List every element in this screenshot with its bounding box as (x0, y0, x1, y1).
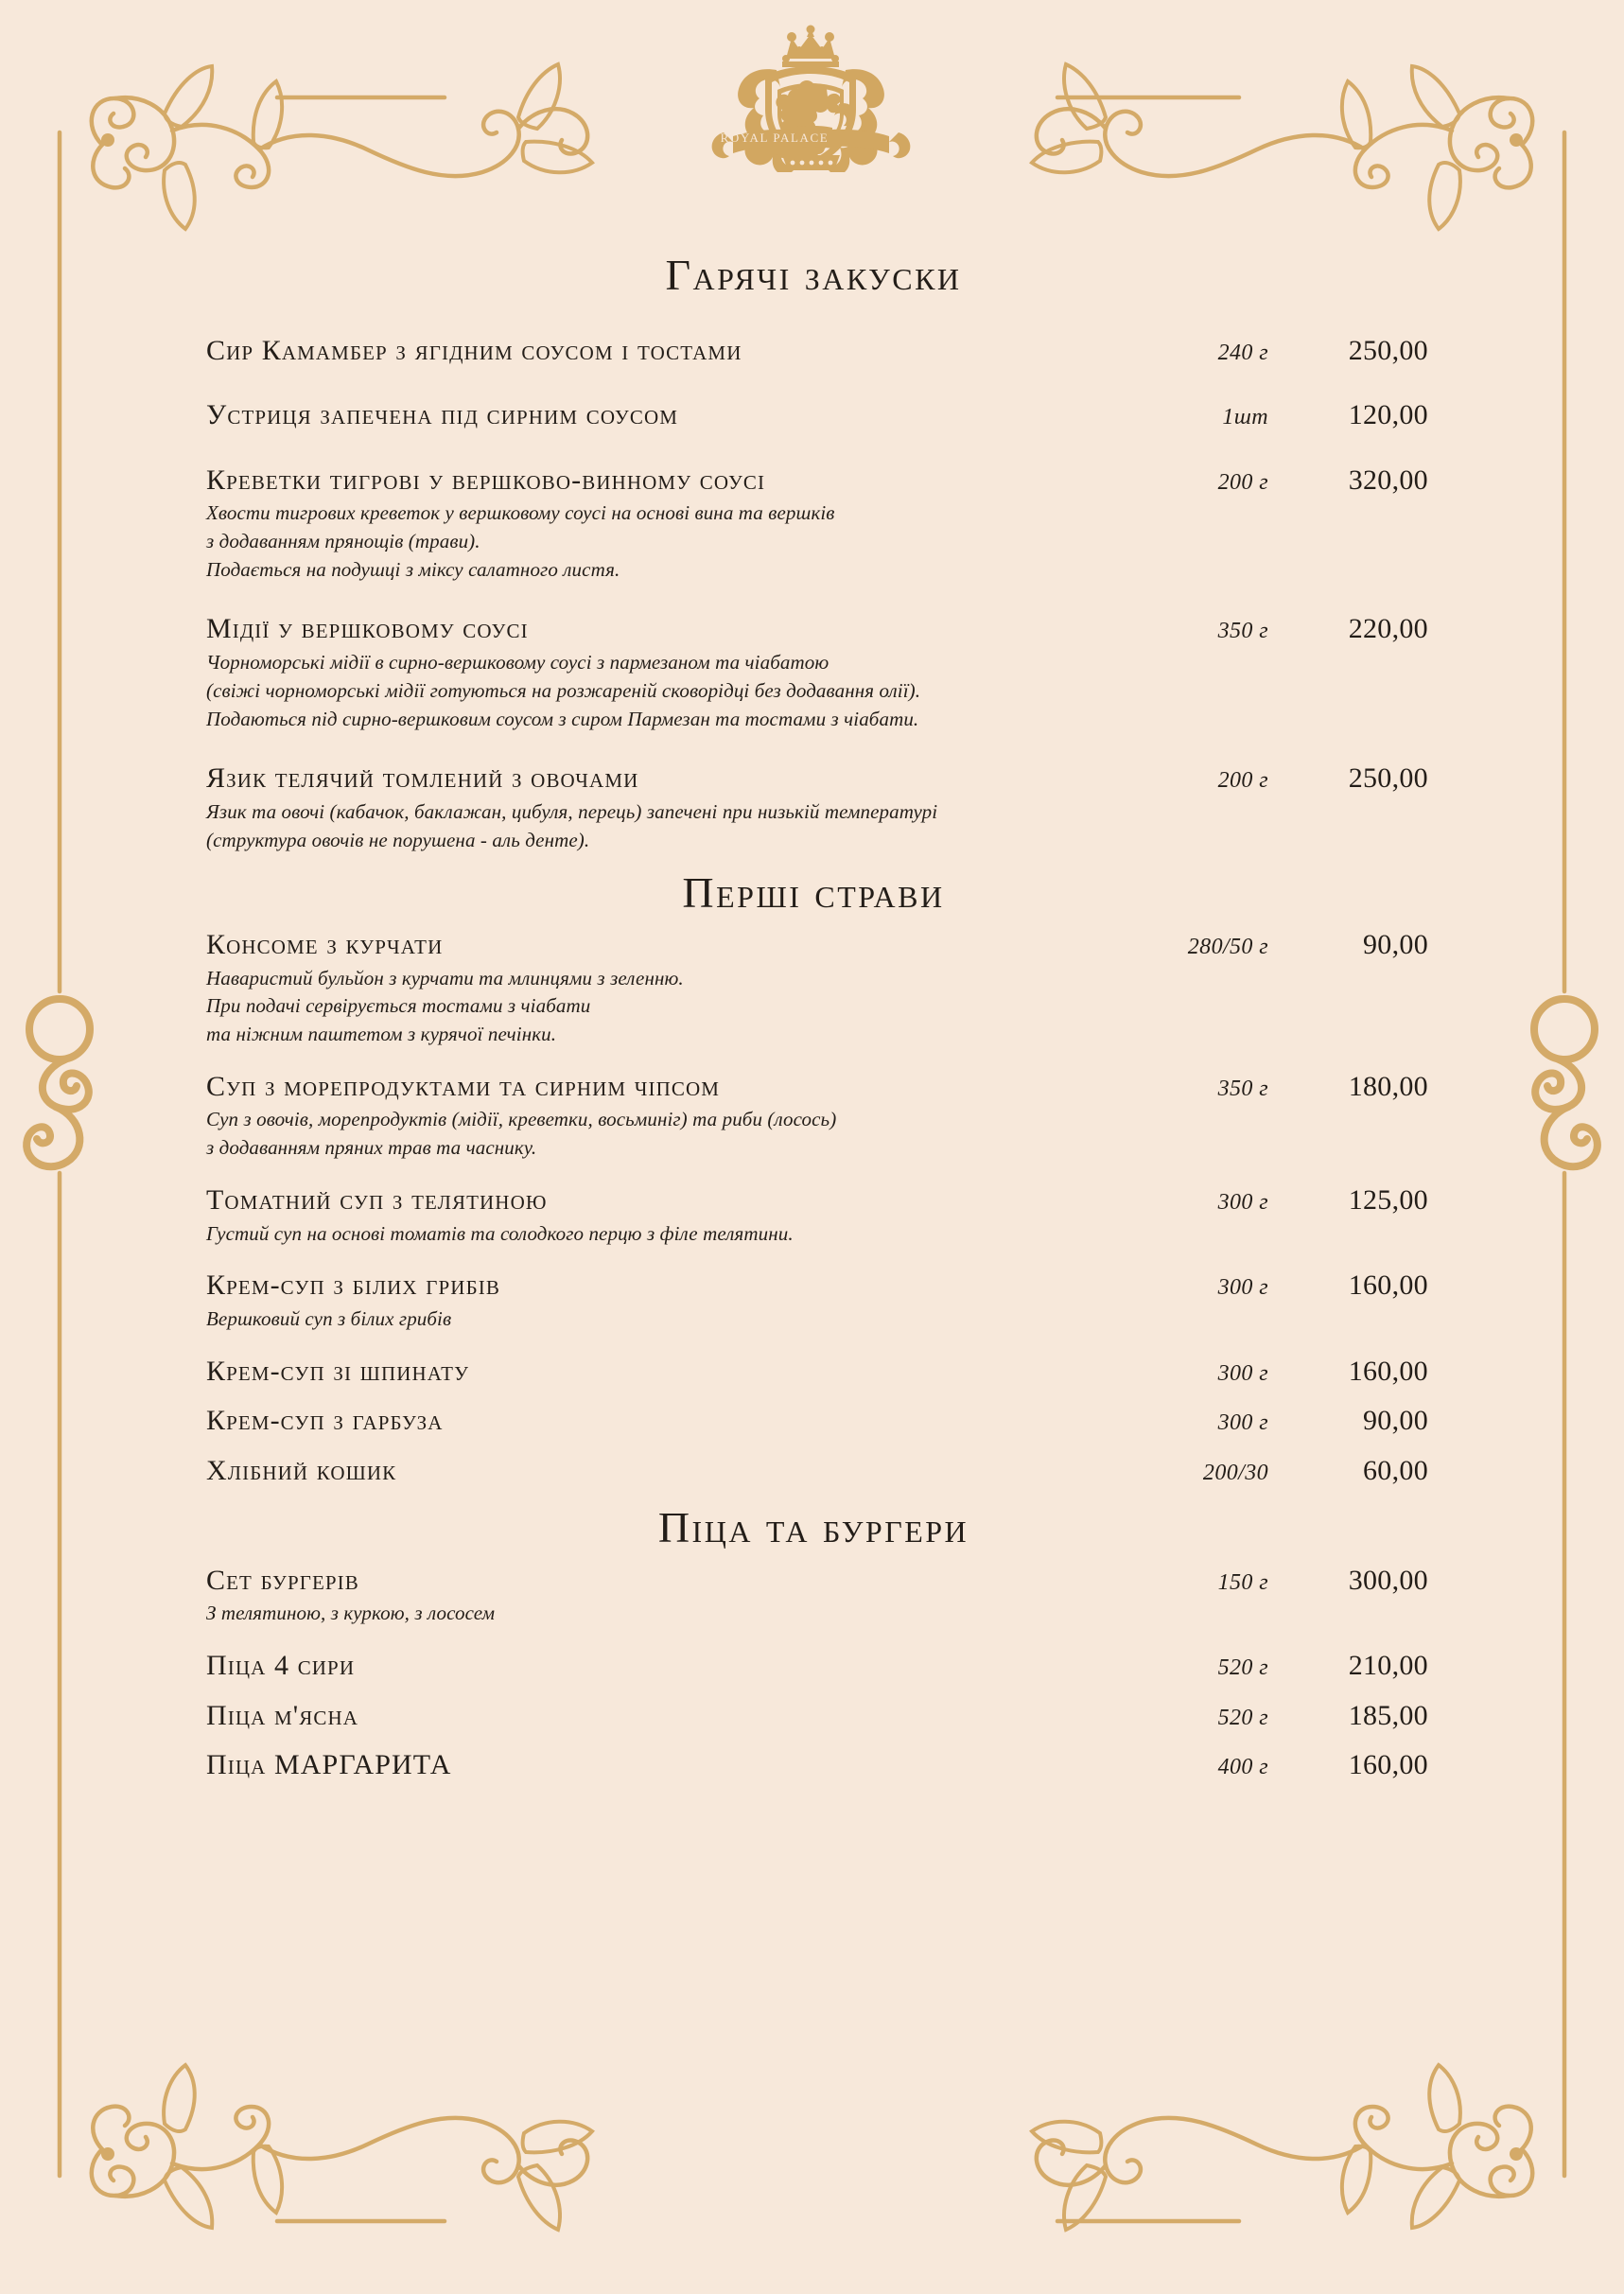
item-price: 220,00 (1348, 613, 1428, 645)
menu-item[interactable] (199, 1697, 1428, 1736)
spacer (199, 1391, 1428, 1402)
item-weight: 300 г (1217, 1410, 1268, 1436)
royal-palace-crest-logo (695, 21, 927, 172)
item-description-line: З телятиною, з куркою, з лососем (206, 1602, 496, 1625)
item-name: Крем-суп з білих грибів (206, 1270, 500, 1302)
item-name: Устриця запечена під сирним соусом (206, 399, 679, 431)
item-name: Консоме з курчати (206, 929, 444, 961)
menu-item[interactable] (199, 1068, 1428, 1107)
menu-item[interactable] (199, 1182, 1428, 1220)
menu-item[interactable] (199, 760, 1428, 798)
item-name: Томатний суп з телятиною (206, 1184, 548, 1217)
menu-item[interactable] (199, 396, 1428, 435)
item-price: 250,00 (1348, 334, 1428, 366)
section-title-hot-appetizers: Гарячі закуски (665, 251, 962, 299)
item-description-line: та ніжним паштетом з курячої печінки. (206, 1023, 557, 1046)
item-description-line: (структура овочів не порушена - аль денте). (206, 828, 590, 851)
item-description-line: Вершковий суп з білих грибів (206, 1306, 452, 1330)
item-weight: 520 г (1217, 1655, 1268, 1681)
item-price: 185,00 (1348, 1699, 1428, 1731)
item-description-line: Наваристий бульйон з курчати та млинцями з зеленню. (206, 966, 684, 989)
item-name: Піца 4 сири (206, 1650, 356, 1682)
item-weight: 350 г (1217, 1076, 1268, 1101)
item-weight: 280/50 г (1187, 935, 1268, 960)
menu-item[interactable] (199, 1562, 1428, 1601)
item-name: Сир Камамбер з ягідним соусом і тостами (206, 334, 742, 366)
menu-item[interactable] (199, 610, 1428, 649)
item-price: 320,00 (1348, 464, 1428, 496)
item-price: 160,00 (1348, 1355, 1428, 1387)
item-price: 210,00 (1348, 1650, 1428, 1682)
item-description-line: Суп з овочів, морепродуктів (мідії, креветки, восьминіг) та риби (лосось) (206, 1108, 837, 1131)
item-weight: 240 г (1217, 340, 1268, 365)
item-description-line: Подаються під сирно-вершковим соусом з сиром Пармезан та тостами з чіабати. (206, 707, 919, 730)
item-name: Піца м'ясна (206, 1699, 359, 1731)
item-price: 300,00 (1348, 1564, 1428, 1596)
spacer (199, 1163, 1428, 1182)
menu-item[interactable] (199, 462, 1428, 500)
spacer (199, 1248, 1428, 1267)
item-name: Піца МАРГАРИТА (206, 1749, 452, 1781)
spacer (199, 584, 1428, 610)
item-price: 180,00 (1348, 1070, 1428, 1102)
item-weight: 300 г (1217, 1360, 1268, 1386)
item-price: 90,00 (1363, 929, 1428, 961)
item-weight: 200 г (1217, 469, 1268, 495)
spacer (199, 370, 1428, 396)
spacer (199, 1441, 1428, 1452)
item-name: Хлібний кошик (206, 1454, 397, 1486)
spacer (199, 733, 1428, 760)
item-weight: 300 г (1217, 1190, 1268, 1216)
item-weight: 520 г (1217, 1705, 1268, 1730)
menu-item[interactable] (199, 332, 1428, 371)
spacer (199, 1334, 1428, 1353)
spacer (199, 1735, 1428, 1746)
item-weight: 300 г (1217, 1275, 1268, 1301)
menu-item[interactable] (199, 1746, 1428, 1785)
item-name: Сет бургерів (206, 1564, 359, 1596)
menu-item[interactable] (199, 1402, 1428, 1441)
item-description-line: з додаванням прянощів (трави). (206, 529, 480, 552)
item-description-line: Язик та овочі (кабачок, баклажан, цибуля, перець) запечені при низькій температурі (206, 799, 938, 823)
item-description-line: Хвости тигрових креветок у вершковому соусі на основі вина та вершків (206, 501, 835, 525)
item-name: Креветки тигрові у вершково-винному соусі (206, 464, 766, 496)
item-name: Крем-суп зі шпинату (206, 1355, 470, 1387)
item-price: 125,00 (1348, 1184, 1428, 1217)
item-weight: 1шт (1222, 405, 1268, 430)
item-price: 90,00 (1363, 1405, 1428, 1437)
menu-content (199, 251, 1428, 1785)
item-price: 160,00 (1348, 1749, 1428, 1781)
item-price: 160,00 (1348, 1270, 1428, 1302)
item-price: 120,00 (1348, 399, 1428, 431)
spacer (199, 435, 1428, 462)
spacer (199, 1628, 1428, 1647)
item-description-line: (свіжі чорноморські мідії готуються на розжареній сковорідці без додавання олії). (206, 678, 921, 702)
item-name: Язик телячий томлений з овочами (206, 762, 639, 795)
menu-item[interactable] (199, 926, 1428, 965)
crest-banner-left: ROYAL PALACE (720, 131, 829, 145)
item-name: Крем-суп з гарбуза (206, 1405, 444, 1437)
item-description-line: При подачі сервірується тостами з чіабати (206, 994, 591, 1018)
spacer (199, 1049, 1428, 1068)
item-weight: 200 г (1217, 768, 1268, 794)
item-price: 250,00 (1348, 762, 1428, 795)
item-name: Мідії у вершковому соусі (206, 613, 529, 645)
spacer (199, 1686, 1428, 1697)
item-weight: 200/30 (1202, 1460, 1268, 1485)
item-description-line: Подається на подушці з міксу салатного листя. (206, 557, 620, 581)
item-description-line: з додаванням пряних трав та часнику. (206, 1136, 537, 1160)
item-price: 60,00 (1363, 1454, 1428, 1486)
item-description-line: Густий суп на основі томатів та солодкого перцю з філе телятини. (206, 1221, 794, 1245)
item-weight: 350 г (1217, 619, 1268, 644)
menu-item[interactable] (199, 1267, 1428, 1305)
menu-item[interactable] (199, 1353, 1428, 1392)
section-title-pizza-burgers: Піца та бургери (657, 1503, 969, 1552)
item-description-line: Чорноморські мідії в сирно-вершковому соусі з пармезаном та чіабатою (206, 650, 829, 674)
item-name: Суп з морепродуктами та сирним чіпсом (206, 1070, 721, 1102)
menu-item[interactable] (199, 1452, 1428, 1491)
menu-item[interactable] (199, 1647, 1428, 1686)
item-weight: 150 г (1217, 1569, 1268, 1595)
section-title-first-courses: Перші страви (682, 867, 945, 917)
item-weight: 400 г (1217, 1755, 1268, 1780)
